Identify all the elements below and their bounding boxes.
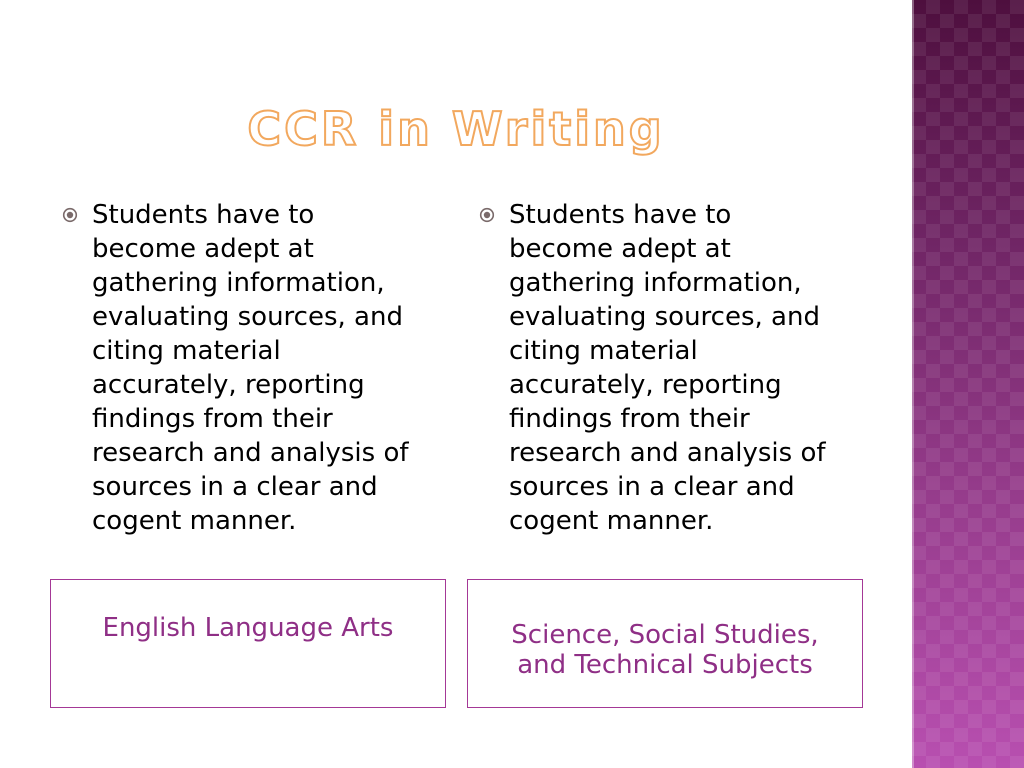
circled-dot-bullet-icon — [62, 198, 92, 232]
ela-label-box — [50, 579, 446, 708]
ela-label: English Language Arts — [102, 613, 394, 643]
science-social-studies-label-box — [467, 579, 863, 708]
bullet-text: Students have to become adept at gathering information, evaluating sources, and citing material accurately, reporting findings from their research and analysis of sources in a clear and cogent manner. — [92, 200, 409, 536]
bullet-text: Students have to become adept at gathering information, evaluating sources, and citing material accurately, reporting findings from their research and analysis of sources in a clear and cogent manner. — [509, 200, 826, 536]
left-column — [62, 198, 422, 538]
bullet-item — [479, 198, 839, 538]
bullet-item — [62, 198, 422, 538]
science-social-studies-label: Science, Social Studies, and Technical Subjects — [511, 620, 819, 680]
decorative-side-band — [912, 0, 1024, 768]
circled-dot-bullet-icon — [479, 198, 509, 232]
right-column — [479, 198, 839, 538]
slide-title: CCR in Writing — [247, 102, 665, 156]
